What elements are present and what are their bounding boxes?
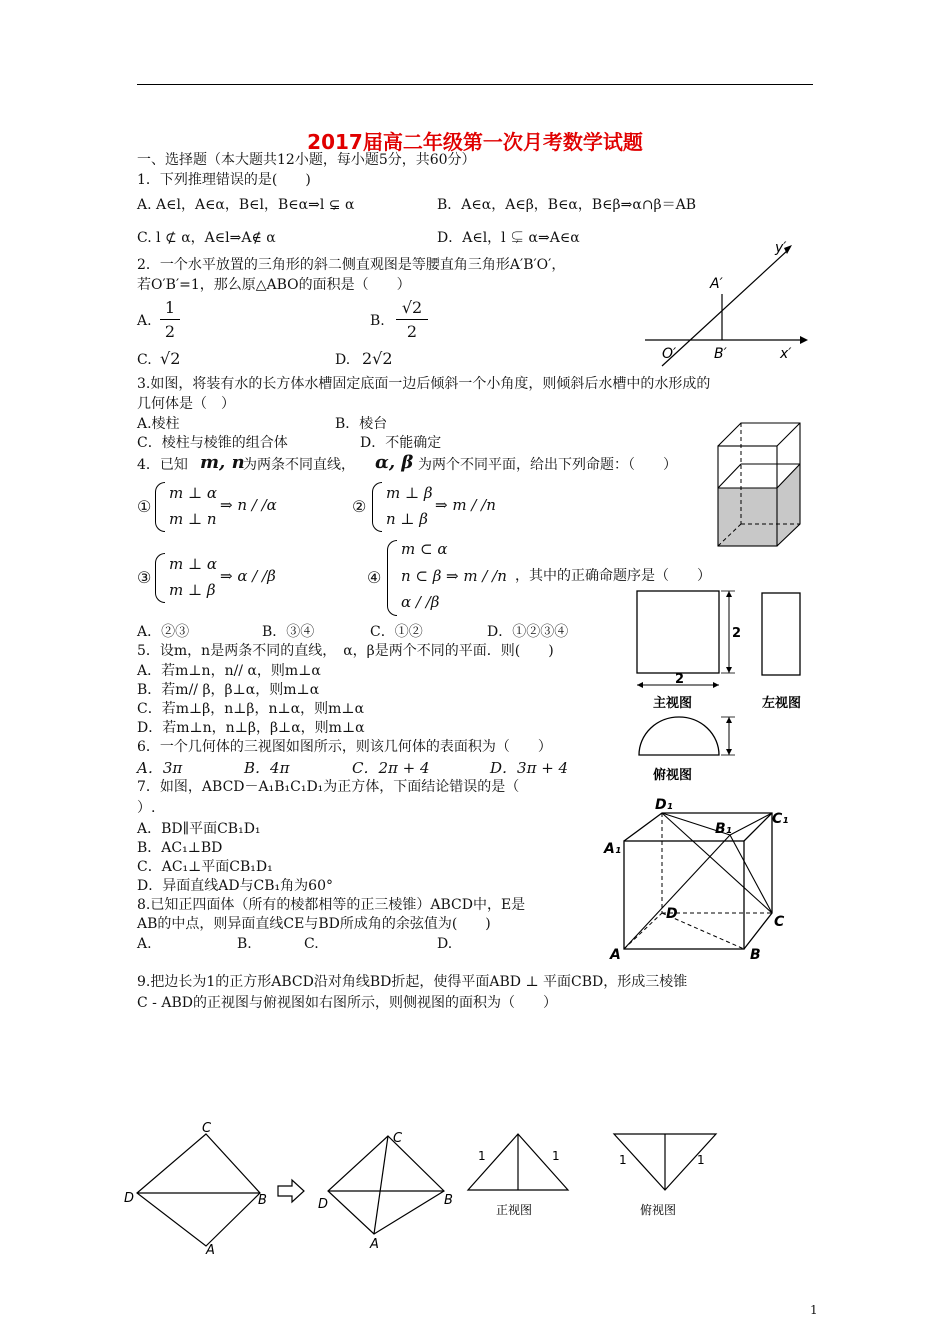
- q5-option-d: D．若m⊥n，n⊥β，β⊥α，则m⊥α: [137, 720, 365, 736]
- q6-front-view-label: 主视图: [653, 696, 693, 711]
- q1-option-b: B．A∈α，A∈β，B∈α，B∈β⇒α∩β＝AB: [437, 197, 697, 213]
- q2-stem-line1: 2．一个水平放置的三角形的斜二侧直观图是等腰直角三角形A′B′O′，: [137, 257, 566, 273]
- q4-prop4-row2: n ⊂ β: [401, 567, 442, 585]
- q9-fold-arrow: [278, 1180, 304, 1202]
- q9-folding-diagram: [120, 1122, 730, 1262]
- q2-label-a: A′: [710, 276, 723, 292]
- q1-option-d: D．A∈l，l ⊊ α⇒A∈α: [437, 230, 580, 246]
- q7-stem-line2: ）.: [137, 800, 156, 816]
- q4-mn: m, n: [200, 452, 245, 473]
- q4-prop4-label: ④: [367, 568, 382, 587]
- section-heading: 一、选择题（本大题共12小题，每小题5分，共60分）: [137, 152, 476, 168]
- q2-option-d-value: 2√2: [362, 349, 393, 368]
- q4-prop2-row1: m ⊥ β: [386, 484, 433, 502]
- q2-a-denominator: 2: [164, 322, 176, 341]
- q9-square-label-c: C: [202, 1122, 212, 1136]
- q3-water-tank-diagram: [715, 420, 805, 550]
- q2-b-denominator: 2: [406, 322, 418, 341]
- q4-prop4-row1: m ⊂ α: [401, 540, 448, 558]
- q6-top-view-label: 俯视图: [653, 768, 693, 783]
- q2-oblique-diagram: [640, 236, 810, 371]
- q8-option-d: D.: [437, 936, 453, 952]
- q6-option-c: C．2π + 4: [352, 759, 430, 777]
- q6-stem: 6．一个几何体的三视图如图所示，则该几何体的表面积为（ ）: [137, 739, 552, 755]
- q6-dim-height: 2: [732, 626, 742, 641]
- q4-stem-mid: 为两条不同直线，: [243, 457, 355, 473]
- q6-dim-width: 2: [675, 672, 685, 687]
- q4-prop3-result: ⇒ α / /β: [220, 567, 276, 585]
- q6-three-views-diagram: [625, 585, 815, 785]
- q4-option-d: D．①②③④: [487, 624, 569, 640]
- page-number: 1: [810, 1303, 818, 1317]
- q2-label-b: B′: [714, 346, 727, 362]
- q6-option-a: A．3π: [137, 759, 183, 777]
- q4-prop3-row1: m ⊥ α: [169, 555, 217, 573]
- q9-front-view-label: 正视图: [496, 1203, 533, 1217]
- q3-option-c: C．棱柱与棱锥的组合体: [137, 435, 288, 451]
- q8-option-a: A.: [137, 936, 152, 952]
- q6-left-view-label: 左视图: [762, 696, 802, 711]
- q8-option-b: B.: [237, 936, 252, 952]
- q9-front-label-one-left: 1: [478, 1149, 486, 1163]
- q7-label-d1: D₁: [655, 797, 673, 813]
- q3-stem-line2: 几何体是（ ）: [137, 396, 235, 412]
- q9-square-label-d: D: [124, 1191, 135, 1206]
- q4-prop1-label: ①: [137, 497, 152, 516]
- q8-stem-line2: AB的中点，则异面直线CE与BD所成角的余弦值为( ): [137, 916, 491, 932]
- q4-prop1-result: ⇒ n / /α: [220, 496, 277, 514]
- q9-top-label-one-right: 1: [697, 1153, 705, 1167]
- q2-option-d-label: D.: [335, 352, 351, 368]
- q2-option-c-label: C.: [137, 352, 152, 368]
- q7-option-c: C．AC₁⊥平面CB₁D₁: [137, 859, 273, 875]
- q2-stem-line2: 若O′B′=1，那么原△ABO的面积是（ ）: [137, 277, 411, 293]
- q9-stem-line1: 9.把边长为1的正方形ABCD沿对角线BD折起，使得平面ABD ⊥ 平面CBD，形成三棱锥: [137, 974, 688, 990]
- q7-option-b: B．AC₁⊥BD: [137, 840, 223, 856]
- q3-option-a: A.棱柱: [137, 416, 180, 432]
- q4-prop2-row2: n ⊥ β: [386, 510, 428, 528]
- q1-option-c: C. l ⊄ α，A∈l⇒A∉ α: [137, 230, 276, 246]
- q6-option-b: B．4π: [244, 759, 290, 777]
- q8-option-c: C.: [304, 936, 319, 952]
- q3-option-d: D．不能确定: [360, 435, 442, 451]
- q4-option-a: A．②③: [137, 624, 190, 640]
- page-title: 2017届高二年级第一次月考数学试题: [307, 130, 643, 154]
- q4-option-c: C．①②: [370, 624, 423, 640]
- q9-pyramid-label-a: A: [370, 1237, 379, 1252]
- q2-option-b-fraction: [396, 298, 428, 341]
- q4-stem-post: 为两个不同平面，给出下列命题：（ ）: [418, 457, 677, 473]
- q9-pyramid-label-d: D: [318, 1197, 329, 1212]
- q7-option-d: D．异面直线AD与CB₁角为60°: [137, 878, 333, 894]
- q4-option-b: B．③④: [262, 624, 315, 640]
- q7-option-a: A．BD∥平面CB₁D₁: [137, 821, 261, 837]
- q5-option-b: B．若m// β，β⊥α，则m⊥α: [137, 682, 320, 698]
- q4-prop4-result: ⇒ m / /n: [446, 567, 507, 585]
- q7-label-a: A: [610, 947, 621, 963]
- q8-stem-line1: 8.已知正四面体（所有的棱都相等的正三棱锥）ABCD中，E是: [137, 897, 526, 913]
- q9-top-view-label: 俯视图: [640, 1203, 677, 1217]
- q9-pyramid-label-b: B: [444, 1193, 453, 1208]
- q9-stem-line2: C - ABD的正视图与俯视图如右图所示，则侧视图的面积为（ ）: [137, 995, 557, 1011]
- q2-b-numerator: √2: [401, 298, 423, 317]
- q9-square-label-a: A: [206, 1243, 215, 1258]
- q2-label-x: x′: [780, 346, 792, 362]
- q2-option-a-fraction: [160, 298, 180, 341]
- q1-stem: 1．下列推理错误的是( ): [137, 172, 311, 188]
- q2-option-b-label: B.: [370, 313, 385, 329]
- q5-option-c: C．若m⊥β，n⊥β，n⊥α，则m⊥α: [137, 701, 365, 717]
- q4-prop1-row2: m ⊥ n: [169, 510, 217, 528]
- q4-prop2-label: ②: [352, 497, 367, 516]
- q7-stem-line1: 7．如图，ABCD－A₁B₁C₁D₁为正方体，下面结论错误的是（: [137, 779, 520, 795]
- q4-prop3-row2: m ⊥ β: [169, 581, 216, 599]
- q1-option-a: A. A∈l，A∈α，B∈l，B∈α⇒l ⊊ α: [137, 197, 355, 213]
- q9-square-label-b: B: [258, 1193, 267, 1208]
- q3-stem-line1: 3.如图，将装有水的长方体水槽固定底面一边后倾斜一个小角度，则倾斜后水槽中的水形成的: [137, 376, 711, 392]
- q2-label-o: O′: [662, 346, 677, 362]
- q7-cube-diagram: [600, 793, 800, 963]
- q7-label-a1: A₁: [604, 841, 621, 857]
- q6-option-d: D．3π + 4: [490, 759, 569, 777]
- q2-a-numerator: 1: [164, 298, 176, 317]
- header-rule: [137, 84, 813, 85]
- q4-prop3-label: ③: [137, 568, 152, 587]
- q2-option-c-value: √2: [160, 349, 181, 368]
- q7-label-b: B: [750, 947, 761, 963]
- q4-stem-prefix: 4．已知: [137, 457, 188, 473]
- q7-label-d: D: [666, 906, 678, 922]
- q5-stem: 5．设m，n是两条不同的直线， α，β是两个不同的平面．则( ): [137, 643, 554, 659]
- q4-prop1-row1: m ⊥ α: [169, 484, 217, 502]
- q9-front-label-one-right: 1: [552, 1149, 560, 1163]
- q3-option-b: B．棱台: [335, 416, 388, 432]
- q4-prop4-tail: ，其中的正确命题序是（ ）: [515, 568, 711, 584]
- q7-label-b1: B₁: [715, 821, 732, 837]
- q2-label-y: y′: [775, 240, 787, 256]
- q7-label-c: C: [774, 914, 785, 930]
- q4-alpha-beta: α, β: [375, 452, 414, 473]
- q5-option-a: A．若m⊥n，n// α，则m⊥α: [137, 663, 321, 679]
- q9-top-label-one-left: 1: [619, 1153, 627, 1167]
- q2-option-a-label: A.: [137, 313, 152, 329]
- q4-prop4-row3: α / /β: [401, 593, 440, 611]
- q4-prop2-result: ⇒ m / /n: [435, 496, 496, 514]
- q7-label-c1: C₁: [772, 811, 789, 827]
- q9-pyramid-label-c: C: [393, 1131, 403, 1146]
